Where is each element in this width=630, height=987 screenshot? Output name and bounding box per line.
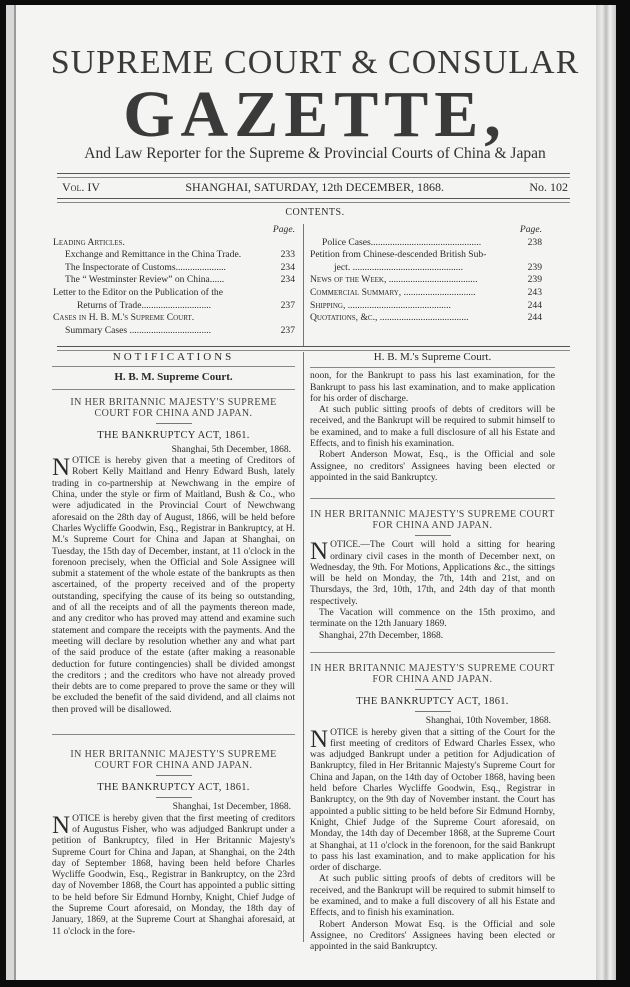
contents-entry-page: 244	[527, 299, 542, 311]
contents-entry-page: 234	[280, 261, 295, 273]
dateline	[62, 180, 568, 195]
masthead-title: GAZETTE,	[123, 78, 507, 151]
contents-entry	[53, 249, 295, 262]
contents-entry-label: Police Cases..............................................	[322, 236, 482, 248]
notice-essex: IN HER BRITANNIC MAJESTY'S SUPREME COURT FOR CHINA AND JAPAN. THE BANKRUPTCY ACT, 1861. Shanghai, 10th November, 1868. NOTICE is hereby given that a sitting of the Court for the first meeting of creditors of Edward Charles Essex, who was adjudged Bankrupt under a petition for Adjudication of Bankruptcy, filed in Her Britannic Majesty's Supreme Court for China and Japan, on the 14th day of October 1868, having been held before Charles Wycliffe Goodwin, Esq., Registrar in Bankruptcy, on the 9th day of November instant. the Court has appointed a public sitting to be held before Sir Edmund Hornby, Knight, Chief Judge of the Supreme Court aforesaid, on Monday, the 14th day of December 1868, at the Supreme Court at Shanghai, at 11 o'clock in the forenoon, for the said Bankrupt to pass his last examination, and to make application for his order of discharge. At such public sitting proofs of debts of creditors will be received, and the Bankrupt will be required to submit himself to be examined, and to make a full discovery of all his Estate and Effects, and to finish his examination. Robert Anderson Mowat Esq. is the Official and sole Assignee, no Creditors' Assignees having been elected or appointed in the said Bankruptcy.	[310, 662, 555, 953]
contents-entry	[310, 287, 542, 300]
contents-entry-label: Letter to the Editor on the Publication of the	[53, 286, 223, 298]
contents-entry-page	[269, 312, 295, 325]
notice-date: Shanghai, 1st December, 1868.	[172, 802, 291, 813]
notice-header: IN HER BRITANNIC MAJESTY'S SUPREME COURT FOR CHINA AND JAPAN.	[70, 749, 277, 772]
notice-body: OTICE is hereby given that the first meeting of creditors of Augustus Fisher, who was adjudged Bankrupt under a petition of Bankruptcy, filed in Her Britannic Majesty's Supreme Court for China and Japan, at Shanghai, on the 24th day of September 1868, having been held before Charles Wycliffe Goodwin, Esq., Registrar in Bankruptcy, on the 23rd day of November 1868, the Court has appointed a public sitting to be held before Sir Edmund Hornby, Knight, Chief Judge of the Supreme Court aforesaid, on Monday, the 18th day of January, 1869, at the Supreme Court at Shanghai aforesaid, at 11 o'clock in the fore-	[52, 813, 295, 937]
contents-entry	[310, 300, 542, 313]
contents-left	[53, 224, 295, 337]
contents-entry	[53, 262, 295, 275]
page-label: Page.	[519, 224, 542, 235]
notice-body: OTICE is hereby given that a sitting of the Court for the first meeting of creditors of Edward Charles Essex, who was adjudged Bankrupt under a petition for Adjudication of Bankruptcy, filed in Her Britannic Majesty's Supreme Court for China and Japan, on the 14th day of October 1868, having been held before Charles Wycliffe Goodwin, Esq., Registrar in Bankruptcy, on the 9th day of November instant. the Court has appointed a public sitting to be held before Sir Edmund Hornby, Knight, Chief Judge of the Supreme Court aforesaid, on Monday, the 14th day of December 1868, at the Supreme Court at Shanghai, at 11 o'clock in the forenoon, for the said Bankrupt to pass his last examination, and to make application for his order of discharge.	[310, 727, 555, 874]
page-label: Page.	[272, 224, 295, 235]
notice-date: Shanghai, 10th November, 1868.	[425, 716, 551, 727]
column-rule	[303, 352, 304, 942]
notice-date: Shanghai, 27th December, 1868.	[319, 630, 444, 641]
contents-entry-page: 244	[527, 312, 542, 324]
contents-entry	[53, 300, 295, 313]
contents-title: CONTENTS.	[285, 207, 345, 218]
act-title: THE BANKRUPTCY ACT, 1861.	[97, 782, 250, 794]
contents-entry-page: 238	[527, 236, 542, 248]
column-rule	[303, 224, 304, 346]
contents-entry-label: News of the Week, .....................................	[310, 274, 478, 286]
contents-entry	[53, 325, 295, 338]
contents-entry	[310, 249, 542, 262]
contents-entry	[310, 274, 542, 287]
notice-header: IN HER BRITANNIC MAJESTY'S SUPREME COURT FOR CHINA AND JAPAN.	[310, 509, 555, 532]
act-title: THE BANKRUPTCY ACT, 1861.	[356, 695, 509, 707]
divider	[57, 198, 570, 203]
notice-body: OTICE.—The Court will hold a sitting for hearing ordinary civil cases in the month of December next, on Wednesday, the 9th. For Motions, Applications &c., the sittings will be held on Monday, the 7th, 14th and 21st, and on Thursdays, the 3rd, 10th, 17th, and 24th day of that month respectively.	[310, 540, 555, 607]
left-column	[52, 352, 295, 938]
contents-entry-page: 243	[527, 286, 542, 298]
notice-body: OTICE is hereby given that a meeting of Creditors of Robert Kelly Maitland and Henry Edward Bush, lately trading in co-partnership at Newchwang in the empire of China, under the style or firm of Maitland, Bush & Co., who were adjudicated in the Provincial Court of Newchwang aforesaid on the 28th day of August, 1866, will be held before Charles Wycliffe Goodwin, Esq., Registrar in Bankruptcy, at H. M.'s Supreme Court for China and Japan at Shanghai, on Tuesday, the 15th day of December, instant, at 11 o'clock in the forenoon precisely, when the Official and Sole Assignee will submit a statement of the whole estate of the bankrupts as then ascertained, of the property received and of the property outstanding, specifying the cause of its being so outstanding, and of all the receipts and of all the payments thereon made, and any creditor who has proved may attend and examine such statement and compare the receipts with the payments. And the meeting will declare by resolution whether any and what part of the said produce of the estate (after making a reasonable deduction for future contingencies) shall be divided amongst the creditors ; and the creditors who have not already proved their debts are to come prepared to prove the same or they will be excluded the benefit of the said dividend, and all claims not then proved will be disallowed.	[52, 456, 295, 715]
contents-entry-label: ject. ..............................................	[334, 261, 463, 273]
contents-entry-page: 239	[527, 274, 542, 286]
contents-entry	[53, 312, 295, 325]
court-heading: H. B. M. Supreme Court.	[114, 371, 233, 384]
act-title: THE BANKRUPTCY ACT, 1861.	[97, 429, 250, 441]
court-heading: H. B. M.'s Supreme Court.	[373, 351, 492, 363]
notice-fisher: IN HER BRITANNIC MAJESTY'S SUPREME COURT FOR CHINA AND JAPAN. THE BANKRUPTCY ACT, 1861. Shanghai, 1st December, 1868. NOTICE is hereby given that the first meeting of creditors of Augustus Fisher, who was adjudged Bankrupt under a petition of Bankruptcy, filed in Her Britannic Majesty's Supreme Court for China and Japan, at Shanghai, on the 24th day of September 1868, having been held before Charles Wycliffe Goodwin, Esq., Registrar in Bankruptcy, on the 23rd day of November 1868, the Court has appointed a public sitting to be held before Sir Edmund Hornby, Knight, Chief Judge of the Supreme Court aforesaid, on Monday, the 18th day of January, 1869, at the Supreme Court at Shanghai aforesaid, at 11 o'clock in the fore-	[52, 749, 295, 937]
divider	[57, 173, 570, 178]
contents-entry	[53, 237, 295, 250]
contents-entry-page: 237	[280, 299, 295, 311]
contents-right	[310, 224, 542, 325]
contents-entry-page: 239	[527, 261, 542, 273]
contents-entry-label: Commercial Summary, ..............................	[310, 286, 476, 298]
contents-entry	[310, 237, 542, 250]
contents-entry-label: The “ Westminster Review” on China......	[65, 274, 225, 286]
notice-date: Shanghai, 5th December, 1868.	[171, 444, 291, 455]
contents-entry-label: Leading Articles.	[53, 236, 125, 248]
contents-entry-label: Exchange and Remittance in the China Trade.	[65, 249, 242, 261]
notice-header: IN HER BRITANNIC MAJESTY'S SUPREME COURT FOR CHINA AND JAPAN.	[70, 396, 277, 419]
contents-entry-page: 233	[280, 249, 295, 261]
contents-entry	[53, 287, 295, 300]
right-column	[310, 352, 555, 953]
contents-entry-label: The Inspectorate of Customs.....................	[65, 261, 226, 273]
contents-entry-label: Petition from Chinese-descended British Sub-	[310, 249, 487, 261]
contents-entry-label: Summary Cases ..................................	[65, 324, 212, 336]
contents-entry-label: Quotations, &c., .....................................	[310, 312, 469, 324]
section-title: NOTIFICATIONS	[112, 351, 235, 363]
contents-entry	[310, 312, 542, 325]
contents-entry-page	[269, 237, 295, 250]
contents-entry-page	[269, 287, 295, 300]
notice-continuation: noon, for the Bankrupt to pass his last examination, for the Bankrupt to pass his last examination, and to make application for his order of discharge. At such public sitting proofs of debts of creditors will be received, and the Bankrupt will be required to submit himself to be examined, and to make a full disclosure of all his Estate and Effects, and to finish his examination. Robert Anderson Mowat, Esq., is the Official and sole Assignee, no creditors' Assignees having been elected or appointed in the said Bankruptcy.	[310, 371, 555, 483]
contents-entry	[310, 262, 542, 275]
notice-maitland-bush: IN HER BRITANNIC MAJESTY'S SUPREME COURT FOR CHINA AND JAPAN. THE BANKRUPTCY ACT, 1861. Shanghai, 5th December, 1868. NOTICE is hereby given that a meeting of Creditors of Robert Kelly Maitland and Henry Edward Bush, lately trading in co-partnership at Newchwang in the empire of China, under the style or firm of Maitland, Bush & Co., who were adjudicated in the Provincial Court of Newchwang aforesaid on the 28th day of August, 1866, will be held before Charles Wycliffe Goodwin, Esq., Registrar in Bankruptcy, at H. M.'s Supreme Court for China and Japan at Shanghai, on Tuesday, the 15th day of December, instant, at 11 o'clock in the forenoon precisely, when the Official and Sole Assignee will submit a statement of the whole estate of the bankrupts as then ascertained, of the property received and of the property outstanding, specifying the cause of its being so outstanding, and of all the receipts and of all the payments thereon made, and any creditor who has proved may attend and examine such statement and compare the receipts with the payments. And the meeting will declare by resolution whether any and what part of the said produce of the estate (after making a reasonable deduction for future contingencies) shall be divided amongst the creditors ; and the creditors who have not already proved their debts are to come prepared to prove the same or they will be excluded the benefit of the said dividend, and all claims not then proved will be disallowed.	[52, 396, 295, 715]
contents-entry-page: 234	[280, 274, 295, 286]
contents-entry-label: Returns of Trade.............................	[77, 299, 212, 311]
notice-header: IN HER BRITANNIC MAJESTY'S SUPREME COURT FOR CHINA AND JAPAN.	[310, 662, 555, 685]
masthead-subtitle: And Law Reporter for the Supreme & Provincial Courts of China & Japan	[84, 145, 546, 162]
issue-number: No. 102	[529, 180, 568, 194]
masthead-line1: SUPREME COURT & CONSULAR	[50, 44, 580, 81]
contents-entry-page	[516, 249, 542, 262]
contents-entry-label: Shipping, ...........................................	[310, 299, 451, 311]
issue-date: SHANGHAI, SATURDAY, 12th DECEMBER, 1868.	[185, 180, 445, 194]
contents-entry	[53, 274, 295, 287]
volume: Vol. IV	[62, 180, 100, 194]
contents-entry-label: Cases in H. B. M.'s Supreme Court.	[53, 312, 195, 324]
contents-entry-page: 237	[280, 324, 295, 336]
notice-sittings: IN HER BRITANNIC MAJESTY'S SUPREME COURT FOR CHINA AND JAPAN. NOTICE.—The Court will hold a sitting for hearing ordinary civil cases in the month of December next, on Wednesday, the 9th. For Motions, Applications &c., the sittings will be held on Monday, the 7th, 14th and 21st, and on Thursdays, the 3rd, 10th, 17th, and 24th day of that month respectively. The Vacation will commence on the 15th proximo, and terminate on the 12th January 1869. Shanghai, 27th December, 1868.	[310, 509, 555, 641]
